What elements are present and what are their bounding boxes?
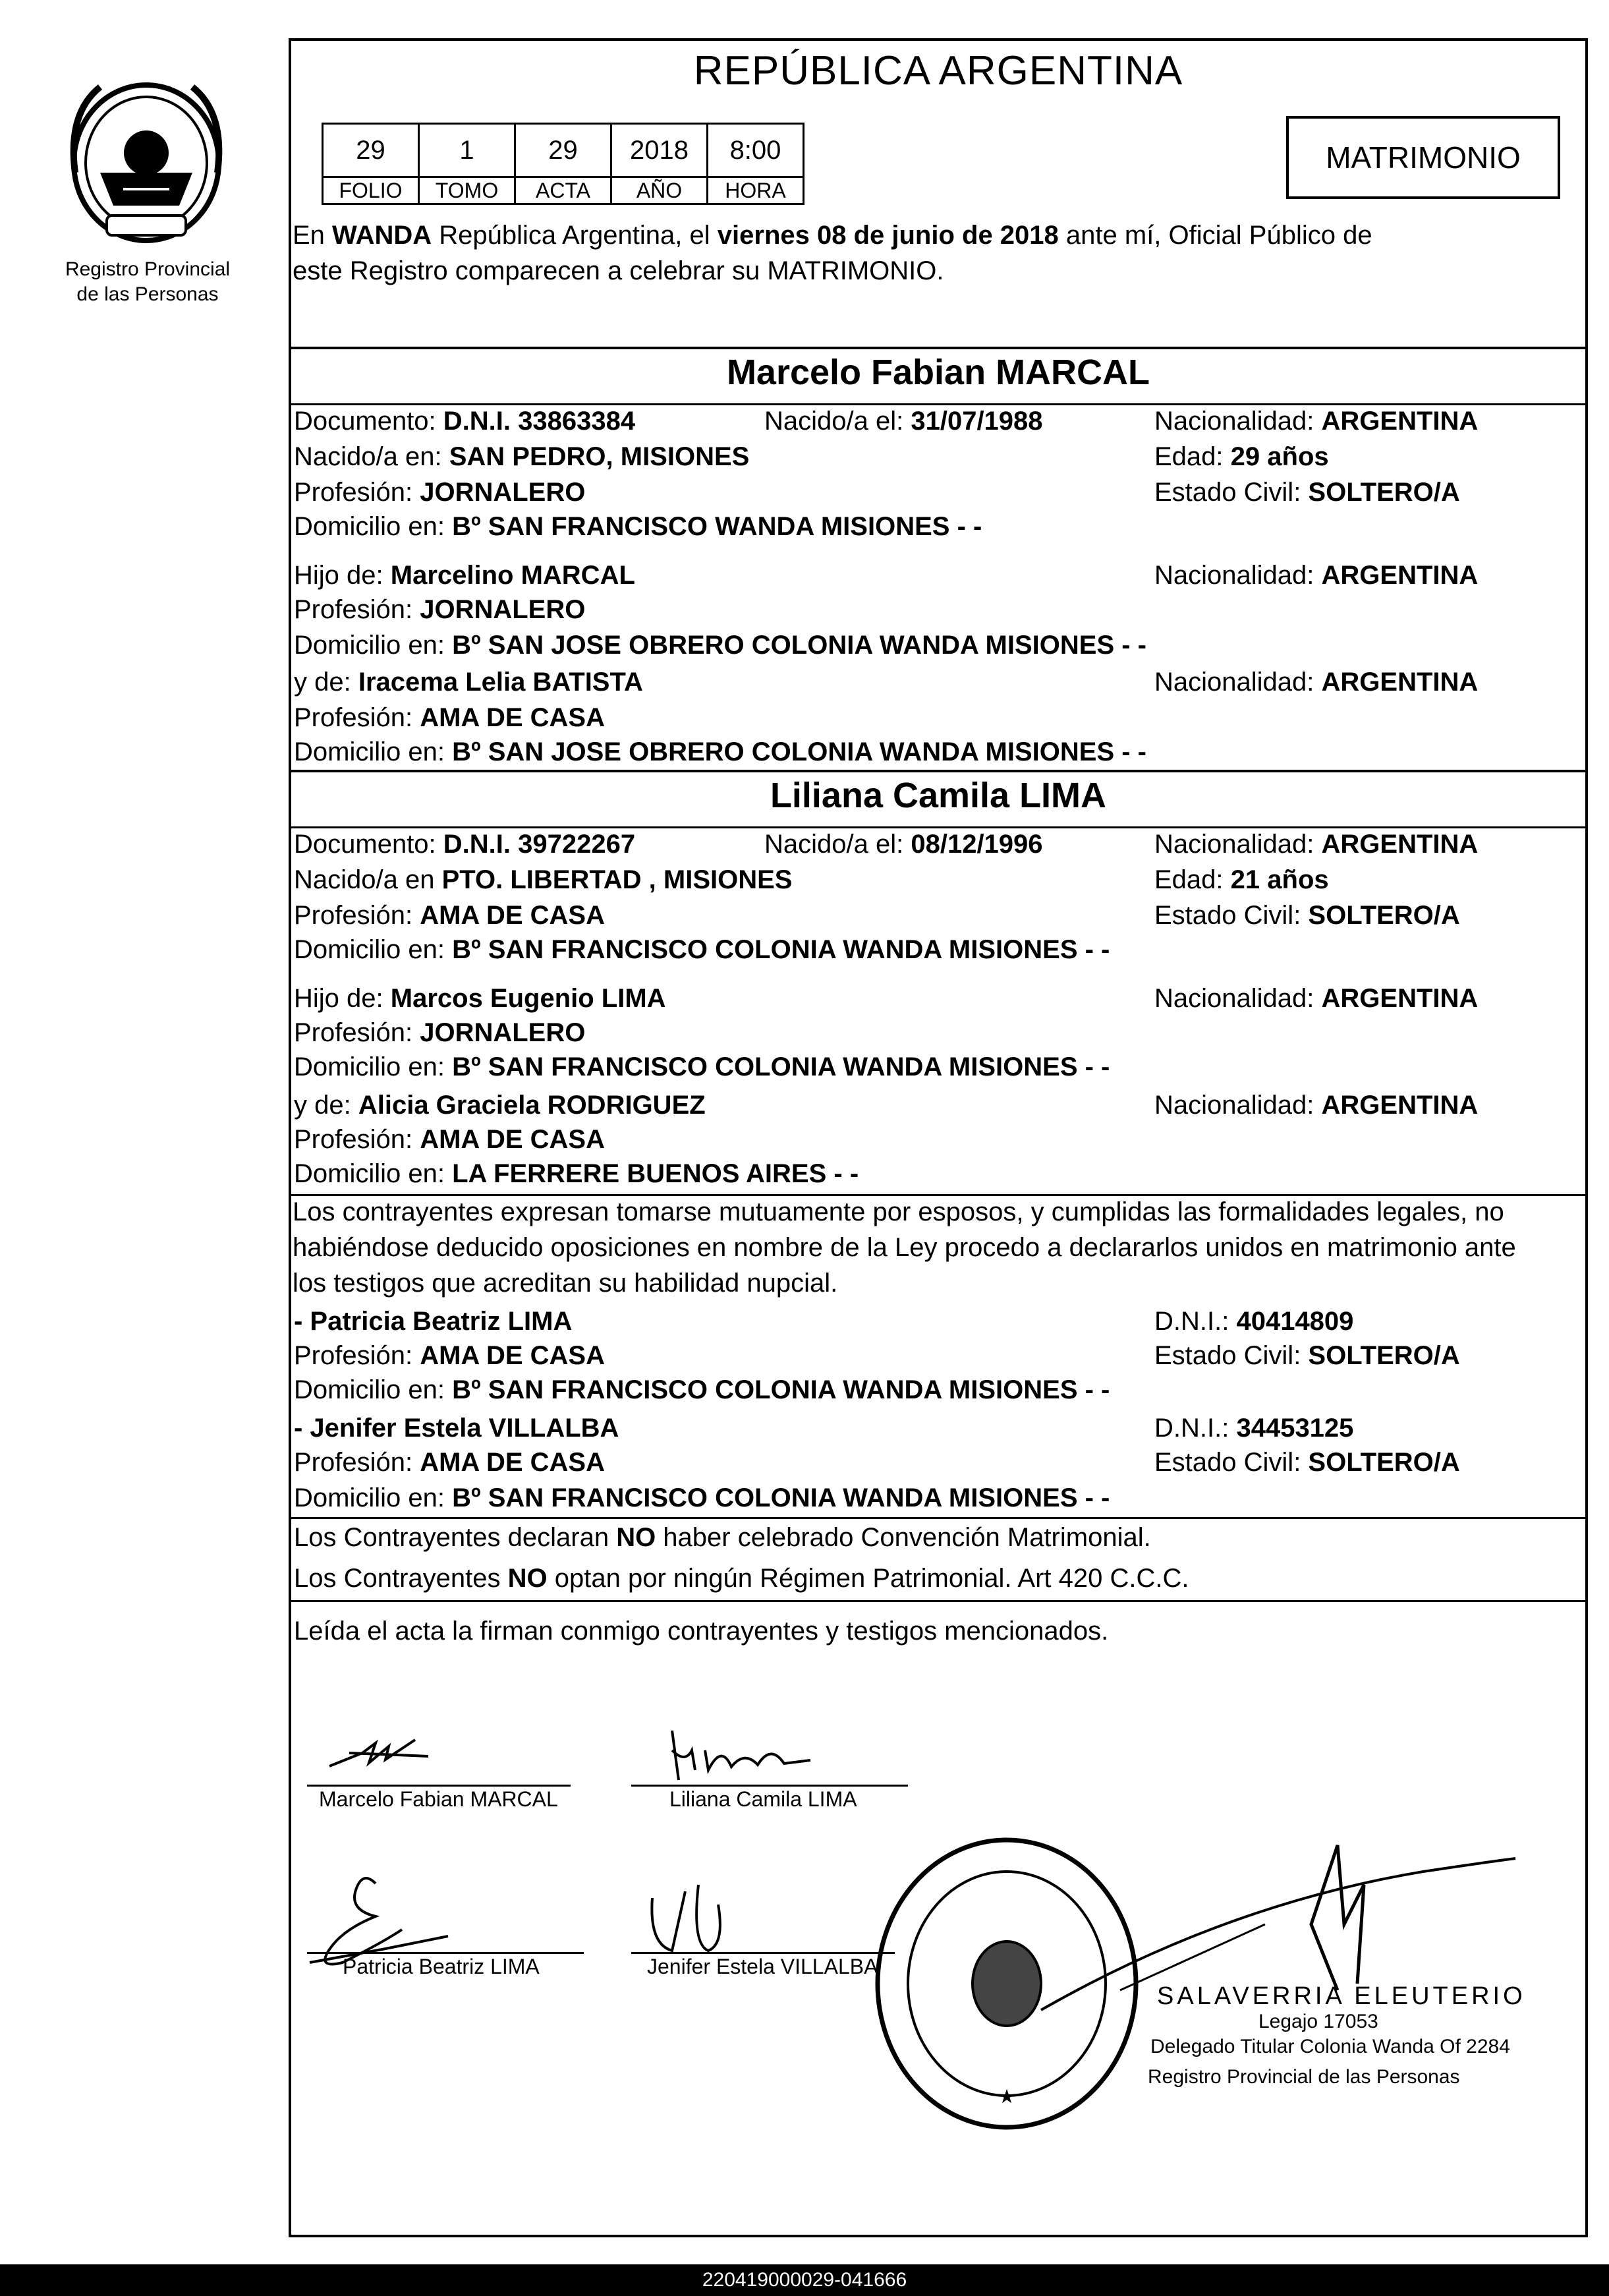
field-value: SOLTERO/A [1308,1448,1460,1477]
field-value: ARGENTINA [1321,830,1479,859]
field-label: Domicilio en: [294,737,453,766]
field-value: ARGENTINA [1321,984,1479,1013]
divider [289,1517,1588,1519]
signature-line [631,1952,895,1954]
spouse2-address [294,932,1110,967]
witness2-profession [294,1445,605,1480]
spouse2-mother-nationality [1154,1087,1478,1123]
field-label: Edad: [1154,865,1231,894]
intro-text: En [293,221,333,250]
act-type-box: MATRIMONIO [1286,116,1560,199]
field-value: PTO. LIBERTAD , MISIONES [441,865,793,894]
spouse2-father [294,981,666,1016]
field-label: Nacionalidad: [1154,830,1322,859]
field-value: Bº SAN FRANCISCO COLONIA WANDA MISIONES - - [452,1375,1110,1404]
witness2-address [294,1480,1110,1516]
intro-city: WANDA [332,221,432,250]
divider [289,770,1588,772]
field-value: AMA DE CASA [420,703,605,732]
field-value: Bº SAN JOSE OBRERO COLONIA WANDA MISIONES - - [452,737,1147,766]
witness2-dni [1154,1410,1353,1446]
witness1-dni [1154,1304,1353,1339]
witness1-profession [294,1338,605,1373]
svg-text:★: ★ [999,2086,1015,2106]
spouse1-mother-nationality [1154,664,1478,700]
field-value: LA FERRERE BUENOS AIRES - - [452,1159,859,1188]
spouse2-civil-status [1154,898,1460,933]
signature-line [631,1785,908,1787]
regime-emphasis: NO [507,1564,548,1593]
province-logo [61,74,232,252]
field-label: Documento: [294,830,443,859]
field-label: Nacido/a en [294,865,442,894]
spouse1-father-profession [294,592,585,627]
field-value: 21 años [1230,865,1329,894]
witness2-civil-status [1154,1445,1460,1480]
witness1-civil-status [1154,1338,1460,1373]
field-value: AMA DE CASA [420,1341,605,1370]
acta-label: ACTA [515,177,611,204]
spouse1-profession [294,474,585,510]
field-value: SOLTERO/A [1308,1341,1460,1370]
signature-1 [323,1727,455,1783]
official-registry: Registro Provincial de las Personas [1148,2066,1460,2088]
field-label: Documento: [294,407,443,436]
field-label: Profesión: [294,1125,420,1154]
field-value: Marcos Eugenio LIMA [390,984,666,1013]
field-value: 31/07/1988 [911,407,1043,436]
field-label: Profesión: [294,1448,420,1477]
field-label: Nacionalidad: [1154,407,1322,436]
regime-text: Los Contrayentes declaran [294,1523,617,1552]
field-value: - Jenifer Estela VILLALBA [294,1414,619,1443]
spouse2-father-profession [294,1015,585,1050]
year-label: AÑO [611,177,708,204]
field-label: Estado Civil: [1154,1341,1309,1370]
field-label: Profesión: [294,1018,420,1047]
closing-text: Leída el acta la firman conmigo contrayentes y testigos mencionados. [294,1617,1109,1646]
signature-caption-1: Marcelo Fabian MARCAL [319,1787,558,1811]
regime-text: haber celebrado Convención Matrimonial. [656,1523,1151,1552]
field-label: Domicilio en: [294,512,453,541]
field-label: Nacionalidad: [1154,561,1322,590]
field-value: Alicia Graciela RODRIGUEZ [358,1091,706,1120]
field-value: AMA DE CASA [420,1448,605,1477]
spouse2-birthdate [764,826,1043,862]
field-label: D.N.I.: [1154,1414,1237,1443]
field-value: JORNALERO [420,478,586,507]
field-value: Bº SAN FRANCISCO COLONIA WANDA MISIONES - - [452,935,1110,964]
declaration-paragraph [293,1194,1584,1301]
intro-text: ante mí, Oficial Público de [1058,221,1372,250]
country-title: REPÚBLICA ARGENTINA [693,48,1183,94]
field-label: Profesión: [294,595,420,624]
spouse2-name: Liliana Camila LIMA [770,776,1107,815]
field-label: Domicilio en: [294,1052,453,1081]
field-value: - Patricia Beatriz LIMA [294,1307,573,1336]
intro-text: República Argentina, el [432,221,718,250]
regime-line-1 [294,1520,1151,1555]
spouse1-mother [294,664,643,700]
intro-paragraph [293,217,1584,289]
field-value: 40414809 [1236,1307,1354,1336]
field-label: y de: [294,1091,358,1120]
spouse1-mother-address [294,734,1146,770]
spouse1-age [1154,439,1329,474]
field-label: Nacionalidad: [1154,984,1322,1013]
field-value: AMA DE CASA [420,1125,605,1154]
field-value: D.N.I. 33863384 [443,407,636,436]
spouse2-mother-address [294,1156,859,1191]
divider [289,1600,1588,1602]
field-label: Domicilio en: [294,1483,453,1512]
spouse2-father-address [294,1049,1110,1085]
field-value: Marcelino MARCAL [390,561,635,590]
logo-caption-line-1: Registro Provincial [65,258,231,280]
spouse2-nationality [1154,826,1478,862]
declaration-line: habiéndose deducido oposiciones en nombre de la Ley procedo a declararlos unidos en matrimonio ante [293,1233,1516,1262]
tomo-label: TOMO [419,177,515,204]
declaration-line: los testigos que acreditan su habilidad nupcial. [293,1269,838,1298]
logo-caption [29,257,266,307]
regime-emphasis: NO [616,1523,656,1552]
spouse2-mother-profession [294,1122,605,1157]
field-value: Iracema Lelia BATISTA [358,668,643,697]
field-value: 29 años [1230,442,1329,471]
spouse1-birthplace [294,439,749,474]
field-label: Domicilio en: [294,631,453,660]
folio-label: FOLIO [323,177,419,204]
field-label: Nacido/a en: [294,442,449,471]
acta-value: 29 [515,124,611,177]
field-value: ARGENTINA [1321,668,1479,697]
spouse1-nationality [1154,403,1478,439]
spouse1-mother-profession [294,700,605,735]
signature-line [307,1785,571,1787]
field-value: D.N.I. 39722267 [443,830,636,859]
signature-2 [659,1724,857,1787]
spouse1-document [294,403,635,439]
spouse2-father-nationality [1154,981,1478,1016]
field-value: Bº SAN FRANCISCO COLONIA WANDA MISIONES - - [452,1483,1110,1512]
spouse1-father-nationality [1154,558,1478,593]
witness1-address [294,1372,1110,1408]
official-name: SALAVERRIA ELEUTERIO [1157,1982,1526,2010]
spouse2-age [1154,862,1329,898]
folio-value: 29 [323,124,419,177]
field-value: Bº SAN FRANCISCO WANDA MISIONES - - [452,512,982,541]
spouse1-civil-status [1154,474,1460,510]
spouse2-birthplace [294,862,793,898]
registry-table [322,123,804,205]
spouse1-name: Marcelo Fabian MARCAL [726,353,1150,392]
field-label: Estado Civil: [1154,901,1309,930]
intro-date: viernes 08 de junio de 2018 [717,221,1059,250]
field-value: AMA DE CASA [420,901,605,930]
field-label: Estado Civil: [1154,1448,1309,1477]
field-value: SAN PEDRO, MISIONES [449,442,750,471]
official-legajo: Legajo 17053 [1258,2011,1378,2032]
field-label: Nacionalidad: [1154,1091,1322,1120]
field-label: Edad: [1154,442,1231,471]
signature-line [307,1952,584,1954]
spouse1-birthdate [764,403,1043,439]
spouse1-address [294,509,982,544]
year-value: 2018 [611,124,708,177]
intro-text: este Registro comparecen a celebrar su MATRIMONIO. [293,256,944,285]
field-label: Domicilio en: [294,1375,453,1404]
field-label: Domicilio en: [294,1159,453,1188]
field-value: SOLTERO/A [1308,901,1460,930]
field-label: y de: [294,668,358,697]
tomo-value: 1 [419,124,515,177]
spouse1-father [294,558,635,593]
field-label: Profesión: [294,1341,420,1370]
field-value: Bº SAN FRANCISCO COLONIA WANDA MISIONES - - [452,1052,1110,1081]
field-label: Hijo de: [294,984,391,1013]
signature-caption-4: Jenifer Estela VILLALBA [647,1955,878,1978]
divider [289,347,1588,349]
field-label: Profesión: [294,703,420,732]
field-label: Nacido/a el: [764,407,911,436]
field-label: Profesión: [294,901,420,930]
field-label: Domicilio en: [294,935,453,964]
document-code-bar: 220419000029-041666 [0,2264,1609,2296]
signature-caption-3: Patricia Beatriz LIMA [343,1955,540,1978]
regime-text: optan por ningún Régimen Patrimonial. Art 420 C.C.C. [547,1564,1189,1593]
field-value: Bº SAN JOSE OBRERO COLONIA WANDA MISIONES - - [452,631,1147,660]
declaration-line: Los contrayentes expresan tomarse mutuamente por esposos, y cumplidas las formalidades legales, no [293,1197,1504,1226]
field-value: JORNALERO [420,1018,586,1047]
field-label: Estado Civil: [1154,478,1309,507]
official-title: Delegado Titular Colonia Wanda Of 2284 [1150,2036,1510,2057]
regime-text: Los Contrayentes [294,1564,508,1593]
regime-line-2 [294,1561,1189,1596]
field-label: Nacionalidad: [1154,668,1322,697]
field-value: 34453125 [1236,1414,1354,1443]
signature-caption-2: Liliana Camila LIMA [669,1787,857,1811]
field-label: D.N.I.: [1154,1307,1237,1336]
hour-label: HORA [708,177,804,204]
field-value: ARGENTINA [1321,561,1479,590]
logo-caption-line-2: de las Personas [76,283,219,305]
witness1-name [294,1304,572,1339]
field-label: Hijo de: [294,561,391,590]
field-label: Nacido/a el: [764,830,911,859]
spouse2-document [294,826,635,862]
field-value: 08/12/1996 [911,830,1043,859]
field-value: ARGENTINA [1321,1091,1479,1120]
field-value: JORNALERO [420,595,586,624]
field-value: SOLTERO/A [1308,478,1460,507]
spouse2-mother [294,1087,706,1123]
hour-value: 8:00 [708,124,804,177]
spouse1-father-address [294,627,1146,663]
field-label: Profesión: [294,478,420,507]
spouse2-profession [294,898,605,933]
witness2-name [294,1410,619,1446]
field-value: ARGENTINA [1321,407,1479,436]
